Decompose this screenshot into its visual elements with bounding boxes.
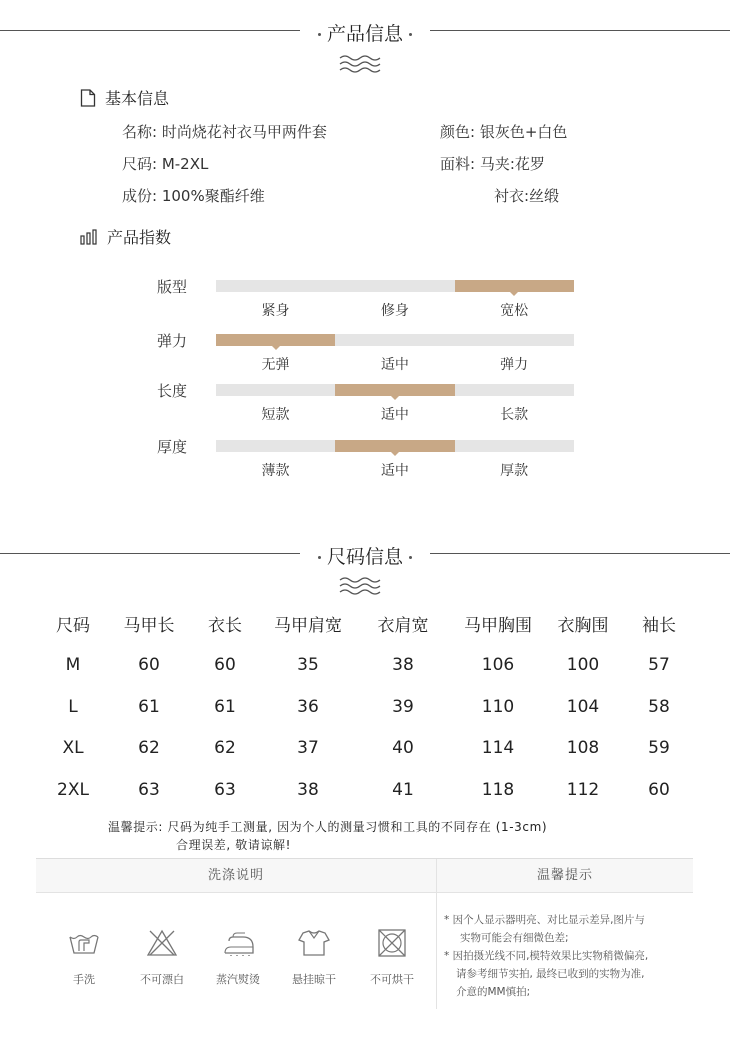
- table-cell: XL: [62, 738, 84, 759]
- table-cell: 100: [566, 655, 600, 676]
- product-name: 名称: 时尚烧花衬衣马甲两件套: [122, 123, 327, 141]
- table-cell: 39: [392, 696, 414, 717]
- notice-line: 请参考细节实拍, 最终已收到的实物为准,: [456, 968, 645, 980]
- column-header: 袖长: [642, 616, 676, 637]
- basic-info-label: 基本信息: [105, 89, 170, 108]
- table-row: [35, 728, 695, 770]
- table-cell: 104: [566, 696, 600, 717]
- table-cell: 41: [392, 779, 414, 800]
- index-option: 适中: [380, 463, 409, 479]
- notice-heading: 温馨提示: [437, 859, 693, 893]
- table-cell: 61: [138, 696, 160, 717]
- no-bleach-icon: [146, 929, 178, 957]
- basic-info-heading: [80, 86, 169, 109]
- column-header: 衣肩宽: [377, 616, 429, 637]
- index-indicator: [455, 280, 574, 292]
- table-cell: 63: [214, 779, 236, 800]
- notice-line: 实物可能会有细微色差;: [460, 932, 569, 944]
- table-cell: 60: [138, 655, 160, 676]
- hang-dry-icon: [297, 929, 331, 957]
- table-row: [35, 645, 695, 687]
- index-track: [216, 440, 574, 452]
- index-option: 长款: [500, 407, 529, 423]
- index-option: 适中: [380, 357, 409, 373]
- column-header: 马甲胸围: [464, 616, 532, 637]
- divider-line: [436, 859, 437, 1009]
- column-header: 尺码: [56, 616, 90, 637]
- table-cell: L: [68, 696, 78, 717]
- table-cell: 2XL: [57, 779, 89, 800]
- document-icon: [80, 89, 96, 107]
- table-cell: 61: [214, 696, 236, 717]
- no-tumble-dry-icon: [376, 929, 408, 957]
- index-option: 短款: [261, 407, 290, 423]
- steam-iron-icon: [221, 929, 255, 957]
- table-cell: 62: [214, 738, 236, 759]
- table-cell: 106: [481, 655, 515, 676]
- index-option: 紧身: [261, 303, 290, 319]
- index-indicator: [216, 334, 335, 346]
- table-cell: 38: [297, 779, 319, 800]
- product-index-label: 产品指数: [107, 228, 172, 247]
- product-composition: 成份: 100%聚酯纤维: [122, 187, 265, 205]
- index-track: [216, 280, 574, 292]
- index-track: [216, 384, 574, 396]
- waves-icon: [339, 54, 381, 74]
- index-track: [216, 334, 574, 346]
- table-cell: 60: [648, 779, 670, 800]
- product-size: 尺码: M-2XL: [122, 155, 209, 173]
- care-label: 手洗: [73, 973, 95, 986]
- care-item-no-tumble-dry: [362, 929, 422, 987]
- table-cell: 63: [138, 779, 160, 800]
- table-row: [35, 769, 695, 811]
- care-heading: 洗涤说明: [36, 859, 436, 893]
- size-tip-line1: 温馨提示: 尺码为纯手工测量, 因为个人的测量习惯和工具的不同存在 (1-3cm): [108, 820, 548, 834]
- index-option: 厚款: [500, 463, 529, 479]
- care-item-hand-wash: [54, 929, 114, 987]
- column-header: 衣长: [208, 616, 242, 637]
- care-label: 蒸汽熨烫: [216, 973, 260, 986]
- table-cell: 118: [481, 779, 515, 800]
- table-cell: 35: [297, 655, 319, 676]
- product-fabric-shirt: 衬衣:丝缎: [494, 187, 560, 205]
- table-cell: 108: [566, 738, 600, 759]
- index-option: 宽松: [500, 303, 529, 319]
- index-option: 弹力: [500, 357, 529, 373]
- table-cell: 60: [214, 655, 236, 676]
- waves-icon: [339, 576, 381, 596]
- table-cell: 112: [566, 779, 600, 800]
- table-cell: 59: [648, 738, 670, 759]
- product-index-heading: [80, 225, 171, 248]
- column-header: 衣胸围: [557, 616, 609, 637]
- index-option: 适中: [380, 407, 409, 423]
- care-label: 不可漂白: [140, 973, 184, 986]
- notice-line: * 因个人显示器明亮、对比显示差异,图片与: [444, 914, 645, 926]
- size-table-header: [35, 603, 695, 645]
- table-cell: M: [65, 655, 81, 676]
- care-label: 不可烘干: [370, 973, 414, 986]
- index-option: 无弹: [261, 357, 290, 373]
- product-info-header: [0, 19, 730, 43]
- index-label: 版型: [157, 278, 188, 296]
- table-cell: 62: [138, 738, 160, 759]
- section-title: [0, 542, 730, 569]
- table-cell: 58: [648, 696, 670, 717]
- index-label: 弹力: [157, 332, 188, 350]
- care-item-hang-dry: [284, 929, 344, 987]
- care-item-no-bleach: [132, 929, 192, 987]
- product-color: 颜色: 银灰色+白色: [440, 123, 568, 141]
- section-title: [0, 19, 730, 46]
- table-cell: 36: [297, 696, 319, 717]
- table-cell: 110: [481, 696, 515, 717]
- table-cell: 57: [648, 655, 670, 676]
- column-header: 马甲长: [123, 616, 175, 637]
- index-indicator: [335, 440, 454, 452]
- size-info-header: [0, 542, 730, 566]
- table-row: [35, 686, 695, 728]
- bar-chart-icon: [80, 229, 98, 245]
- index-indicator: [335, 384, 454, 396]
- product-info-title: 产品信息: [326, 23, 403, 45]
- index-option: 薄款: [261, 463, 290, 479]
- index-option: 修身: [380, 303, 409, 319]
- size-info-title: 尺码信息: [326, 546, 403, 568]
- table-cell: 38: [392, 655, 414, 676]
- notice-line: * 因拍摄光线不同,模特效果比实物稍微偏亮,: [444, 950, 649, 962]
- index-label: 长度: [157, 382, 188, 400]
- table-cell: 37: [297, 738, 319, 759]
- hand-wash-icon: [68, 929, 100, 957]
- column-header: 马甲肩宽: [274, 616, 342, 637]
- table-cell: 114: [481, 738, 515, 759]
- size-tip-line2: 合理误差, 敬请谅解!: [176, 838, 292, 852]
- care-box: [36, 858, 693, 1008]
- table-cell: 40: [392, 738, 414, 759]
- product-fabric: 面料: 马夹:花罗: [440, 155, 545, 173]
- notice-line: 介意的MM慎拍;: [456, 986, 531, 998]
- care-item-steam-iron: [208, 929, 268, 987]
- size-table: [35, 603, 695, 811]
- care-label: 悬挂晾干: [292, 973, 336, 986]
- index-label: 厚度: [157, 438, 188, 456]
